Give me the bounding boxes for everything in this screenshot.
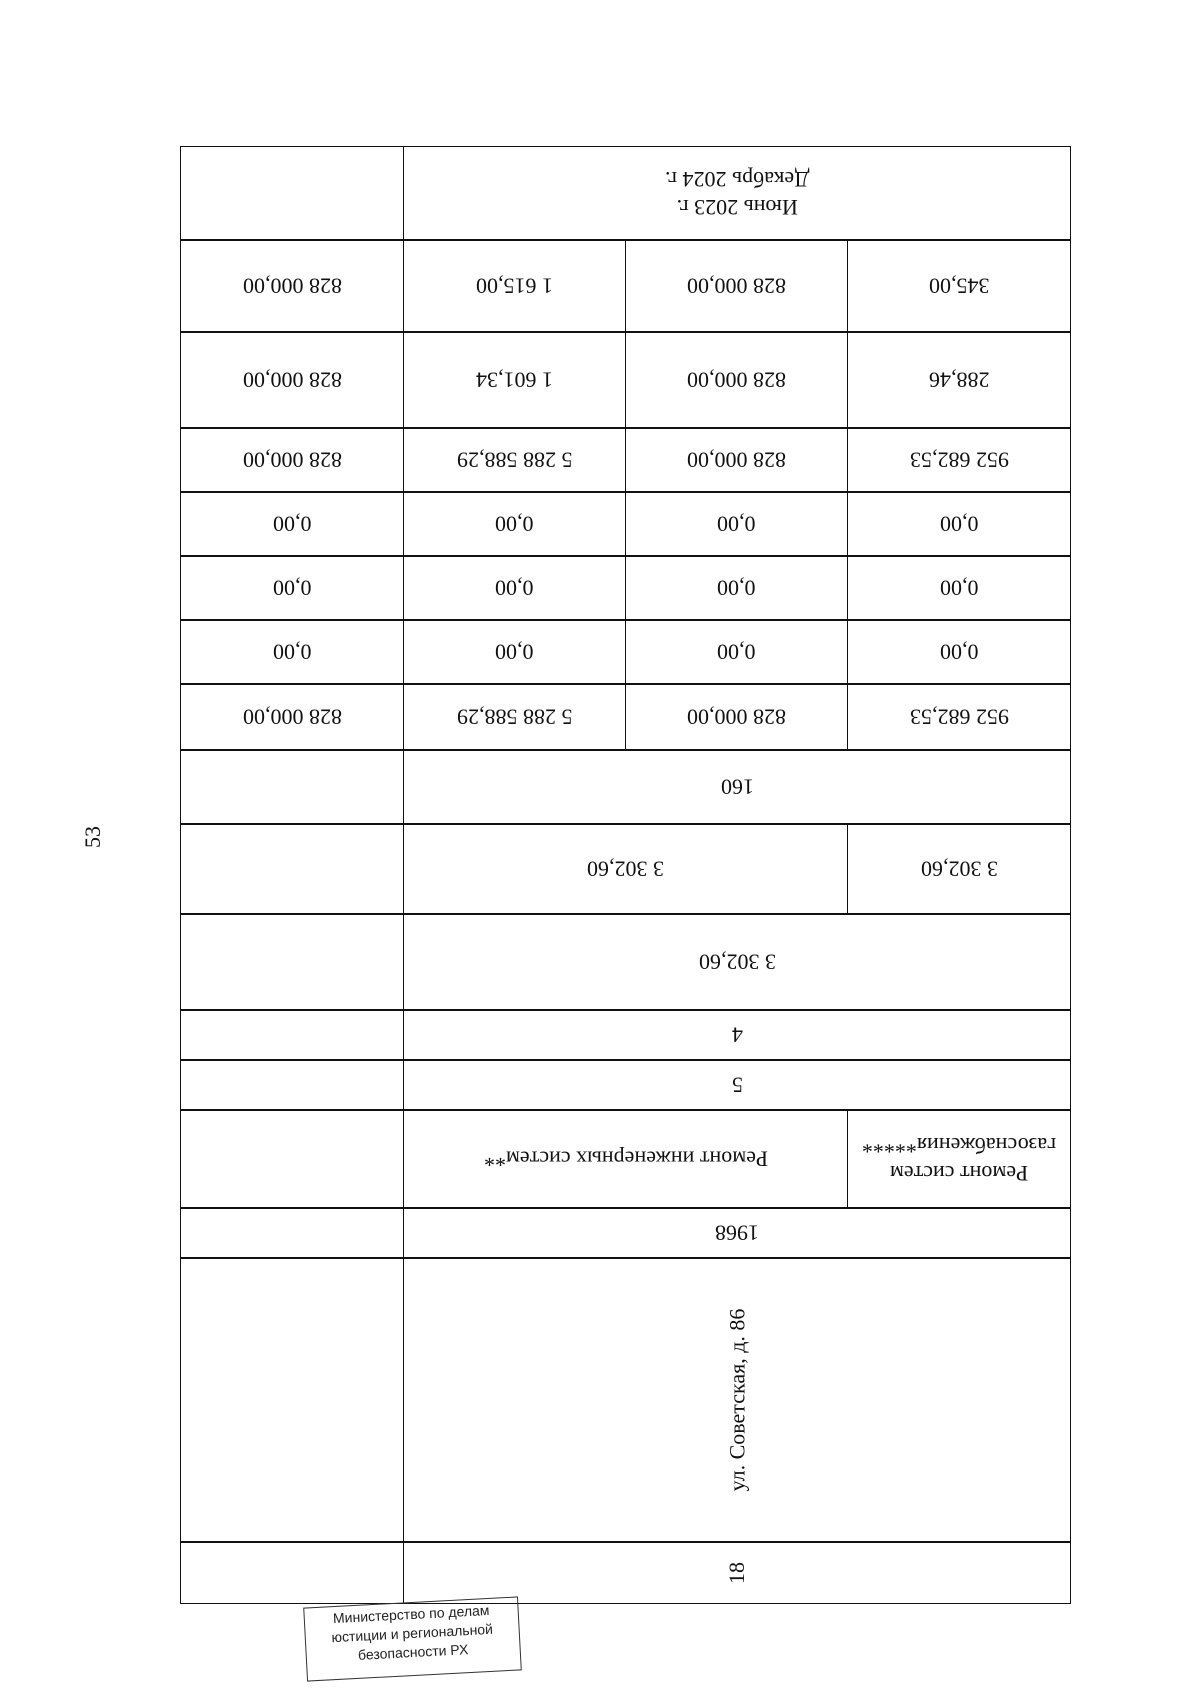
cost-row [180,332,1071,428]
works-gas-cell: Ремонт систем газоснабжения***** [861,1133,1057,1186]
empty-cell [181,1111,404,1207]
cost-cell: 5 288 588,29 [404,429,626,491]
ministry-stamp [303,1596,522,1681]
cost-cell: 952 682,53 [909,447,1009,473]
empty-cell [181,1543,404,1603]
empty-cell [181,915,404,1009]
empty-cell [181,1259,404,1541]
area-cell: 3 302,60 [404,825,848,913]
value-row [180,1060,1071,1110]
empty-cell [181,147,404,239]
area-cell: 3 302,60 [920,856,998,882]
cost-cell: 0,00 [404,621,626,683]
period-line-2: Декабрь 2024 г. [664,167,810,192]
row-number-row [180,1542,1071,1604]
period-cell [404,147,1070,239]
cost-cell: 828 000,00 [626,241,848,331]
cost-cell: 0,00 [626,557,848,619]
area-split-row [180,824,1071,914]
cost-cell: 828 000,00 [181,333,404,427]
count-cell: 160 [720,774,754,800]
cost-cell: 828 000,00 [626,333,848,427]
cost-row [180,620,1071,684]
row-number-cell [404,1543,1070,1603]
count-row [180,750,1071,824]
address-text: ул. Советская, д. 86 [723,1308,749,1492]
period-row [180,146,1071,240]
cost-cell: 1 601,34 [404,333,626,427]
cost-cell: 828 000,00 [181,241,404,331]
cost-cell: 828 000,00 [181,685,404,749]
empty-cell [181,1061,404,1109]
cost-cell: 0,00 [939,575,979,601]
value-row [180,1010,1071,1060]
empty-cell [181,825,404,913]
row-number-text: 18 [724,1562,749,1584]
page-number: 53 [80,826,105,848]
cost-cell: 0,00 [626,493,848,555]
cost-cell: 952 682,53 [909,704,1009,730]
cost-cell: 0,00 [939,639,979,665]
cost-cell: 0,00 [404,493,626,555]
cost-cell: 1 615,00 [404,241,626,331]
stamp-line-3: безопасности РХ [357,1641,469,1663]
cost-cell: 0,00 [939,511,979,537]
cost-cell: 828 000,00 [181,429,404,491]
cost-row [180,428,1071,492]
area-total-cell: 3 302,60 [698,949,776,975]
empty-cell [181,1209,404,1257]
works-engineering-cell: Ремонт инженерных систем** [404,1111,848,1207]
cost-cell: 0,00 [181,493,404,555]
address-row [180,1258,1071,1542]
stamp-line-2: юстиции и региональной [331,1620,494,1646]
cost-cell: 345,00 [928,273,990,299]
cost-cell: 0,00 [181,621,404,683]
value-cell: 4 [731,1022,743,1048]
year-row [180,1208,1071,1258]
cost-row [180,240,1071,332]
empty-cell [181,751,404,823]
cost-cell: 0,00 [181,557,404,619]
cost-cell: 0,00 [404,557,626,619]
period-line-1: Июнь 2023 г. [676,194,798,220]
cost-cell: 0,00 [626,621,848,683]
stamp-line-1: Министерство по делам [332,1601,490,1627]
cost-cell: 828 000,00 [626,685,848,749]
cost-cell: 5 288 588,29 [404,685,626,749]
cost-row [180,556,1071,620]
cost-row [180,684,1071,750]
area-total-row [180,914,1071,1010]
address-cell [404,1259,1070,1541]
empty-cell [181,1011,404,1059]
works-row [180,1110,1071,1208]
year-cell: 1968 [715,1220,759,1246]
cost-cell: 288,46 [928,367,990,393]
cost-cell: 828 000,00 [626,429,848,491]
cost-row [180,492,1071,556]
value-cell: 5 [731,1072,743,1098]
